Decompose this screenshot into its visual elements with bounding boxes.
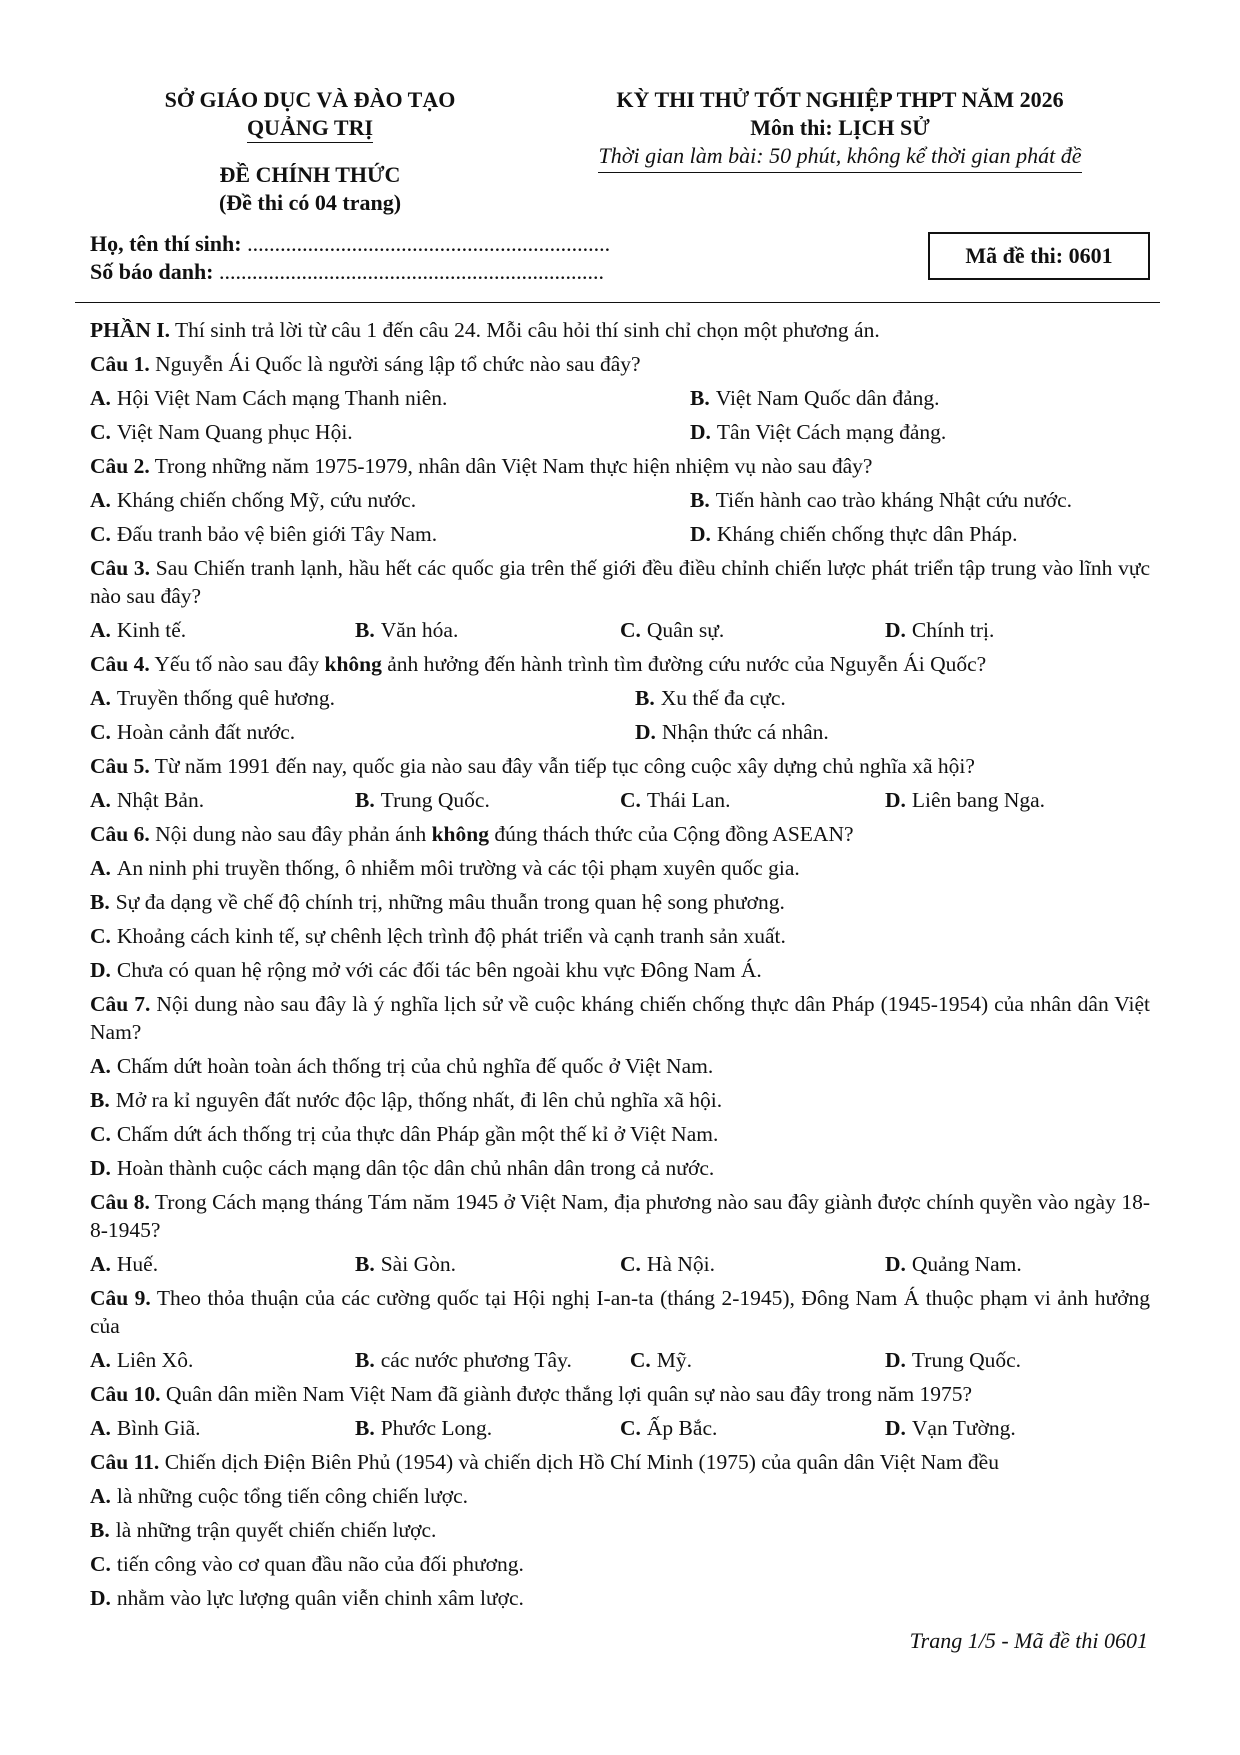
- option-d: D. Liên bang Nga.: [885, 788, 1046, 812]
- option-b: B. các nước phương Tây.: [355, 1348, 572, 1372]
- option-d: D. Chính trị.: [885, 618, 995, 642]
- option-row: [90, 415, 1150, 449]
- option-c: C. Việt Nam Quang phục Hội.: [90, 420, 353, 444]
- page-footer: Trang 1/5 - Mã đề thi 0601: [909, 1628, 1148, 1653]
- option-b: B. Văn hóa.: [355, 618, 459, 642]
- department-name: SỞ GIÁO DỤC VÀ ĐÀO TẠO: [164, 87, 456, 112]
- option-row: [90, 613, 1150, 647]
- option-d: D. Nhận thức cá nhân.: [635, 720, 829, 744]
- question-text: ảnh hưởng đến hành trình tìm đường cứu nước của Nguyễn Ái Quốc?: [387, 652, 987, 676]
- option-row: [90, 1343, 1150, 1377]
- option-d: D. Kháng chiến chống thực dân Pháp.: [690, 522, 1018, 546]
- exam-title-block: [560, 86, 1120, 173]
- question-number: Câu 7.: [90, 992, 151, 1016]
- option-c: C. Quân sự.: [620, 618, 725, 642]
- question: [90, 990, 1150, 1046]
- option-b: B. Tiến hành cao trào kháng Nhật cứu nước.: [690, 488, 1073, 512]
- question-number: Câu 11.: [90, 1450, 160, 1474]
- question-text: Nội dung nào sau đây phản ánh: [155, 822, 427, 846]
- option-a: A. Liên Xô.: [90, 1348, 194, 1372]
- option-c: C. Hoàn cảnh đất nước.: [90, 720, 296, 744]
- question-number: Câu 6.: [90, 822, 150, 846]
- emphasis: không: [324, 652, 382, 676]
- id-label: Số báo danh:: [90, 259, 214, 284]
- option-a: A. Hội Việt Nam Cách mạng Thanh niên.: [90, 386, 448, 410]
- question-number: Câu 2.: [90, 454, 150, 478]
- option-c: C. Khoảng cách kinh tế, sự chênh lệch trình độ phát triển và cạnh tranh sản xuất.: [90, 924, 786, 948]
- option-b: B. Sài Gòn.: [355, 1252, 456, 1276]
- name-field: ..................................................................: [247, 231, 611, 256]
- question: [90, 817, 1150, 851]
- option-d: D. Quảng Nam.: [885, 1252, 1022, 1276]
- option-row: [90, 715, 1150, 749]
- question: [90, 1284, 1150, 1340]
- option-d: D. Tân Việt Cách mạng đảng.: [690, 420, 947, 444]
- option-c: C. Mỹ.: [629, 1348, 692, 1372]
- name-label: Họ, tên thí sinh:: [90, 231, 242, 256]
- option-b: B. Phước Long.: [355, 1416, 493, 1440]
- question-text: Nội dung nào sau đây là ý nghĩa lịch sử về cuộc kháng chiến chống thực dân Pháp (1945-1954) của nhân dân Việt Nam?: [90, 992, 1151, 1044]
- option-a: A. Bình Giã.: [90, 1416, 201, 1440]
- question-number: Câu 10.: [90, 1382, 161, 1406]
- id-field: ......................................................................: [219, 259, 605, 284]
- option-a: A. Kháng chiến chống Mỹ, cứu nước.: [90, 488, 417, 512]
- question-text: Từ năm 1991 đến nay, quốc gia nào sau đây vẫn tiếp tục công cuộc xây dựng chủ nghĩa xã hội?: [154, 754, 975, 778]
- question: [90, 1188, 1150, 1244]
- option-a: A. Huế.: [90, 1252, 159, 1276]
- option-a: A. An ninh phi truyền thống, ô nhiễm môi trường và các tội phạm xuyên quốc gia.: [90, 856, 800, 880]
- option-a: A. Nhật Bản.: [90, 788, 205, 812]
- exam-code-box: Mã đề thi: 0601: [928, 232, 1150, 280]
- candidate-info: [90, 230, 610, 286]
- question-text: Chiến dịch Điện Biên Phủ (1954) và chiến dịch Hồ Chí Minh (1975) của quân dân Việt Nam đều: [164, 1450, 999, 1474]
- option-a: A. là những cuộc tổng tiến công chiến lược.: [90, 1484, 469, 1508]
- option-c: C. Chấm dứt ách thống trị của thực dân Pháp gần một thế kỉ ở Việt Nam.: [90, 1122, 719, 1146]
- question-text: Quân dân miền Nam Việt Nam đã giành được thắng lợi quân sự nào sau đây trong năm 1975?: [165, 1382, 973, 1406]
- issuer-block: [80, 86, 540, 217]
- option-d: D. nhằm vào lực lượng quân viễn chinh xâm lược.: [90, 1586, 524, 1610]
- question-text: Trong những năm 1975-1979, nhân dân Việt Nam thực hiện nhiệm vụ nào sau đây?: [154, 454, 873, 478]
- time-note: Thời gian làm bài: 50 phút, không kể thời gian phát đề: [598, 142, 1081, 173]
- option-b: B. Việt Nam Quốc dân đảng.: [690, 386, 940, 410]
- option-c: C. Hà Nội.: [620, 1252, 715, 1276]
- option-row: [90, 483, 1150, 517]
- question-text: Theo thỏa thuận của các cường quốc tại Hội nghị I-an-ta (tháng 2-1945), Đông Nam Á thuộc phạm vi ảnh hưởng của: [90, 1286, 1150, 1338]
- pages-note: (Đề thi có 04 trang): [218, 190, 402, 215]
- option-d: D. Trung Quốc.: [885, 1348, 1022, 1372]
- emphasis: không: [431, 822, 489, 846]
- option-c: C. Thái Lan.: [620, 788, 731, 812]
- option-row: [90, 1247, 1150, 1281]
- question: [90, 1445, 1150, 1479]
- official-label: ĐỀ CHÍNH THỨC: [219, 162, 401, 187]
- question-number: Câu 3.: [90, 556, 151, 580]
- option-b: B. Sự đa dạng về chế độ chính trị, những mâu thuẫn trong quan hệ song phương.: [90, 890, 785, 914]
- question-text: Nguyễn Ái Quốc là người sáng lập tổ chức nào sau đây?: [155, 352, 641, 376]
- option-row: [90, 783, 1150, 817]
- question-text: đúng thách thức của Cộng đồng ASEAN?: [494, 822, 854, 846]
- option-row: [90, 1411, 1150, 1445]
- option-b: B. Xu thế đa cực.: [635, 686, 786, 710]
- question-text: Yếu tố nào sau đây: [154, 652, 320, 676]
- question: [90, 554, 1150, 610]
- question: [90, 749, 1150, 783]
- option-c: C. tiến công vào cơ quan đầu não của đối phương.: [90, 1552, 524, 1576]
- option-c: C. Ấp Bắc.: [620, 1416, 718, 1440]
- question: [90, 1377, 1150, 1411]
- option-row: [90, 681, 1150, 715]
- option-b: B. Trung Quốc.: [355, 788, 490, 812]
- question-number: Câu 1.: [90, 352, 150, 376]
- option-d: D. Vạn Tường.: [885, 1416, 1016, 1440]
- province-name: QUẢNG TRỊ: [247, 114, 373, 143]
- option-row: [90, 381, 1150, 415]
- option-a: A. Kinh tế.: [90, 618, 187, 642]
- option-row: [90, 517, 1150, 551]
- question: [90, 647, 1150, 681]
- option-a: A. Chấm dứt hoàn toàn ách thống trị của chủ nghĩa đế quốc ở Việt Nam.: [90, 1054, 714, 1078]
- option-c: C. Đấu tranh bảo vệ biên giới Tây Nam.: [90, 522, 438, 546]
- question-number: Câu 9.: [90, 1286, 151, 1310]
- option-d: D. Chưa có quan hệ rộng mở với các đối tác bên ngoài khu vực Đông Nam Á.: [90, 958, 762, 982]
- exam-body: [90, 313, 1150, 1615]
- option-d: D. Hoàn thành cuộc cách mạng dân tộc dân chủ nhân dân trong cả nước.: [90, 1156, 715, 1180]
- question: [90, 347, 1150, 381]
- question-text: Trong Cách mạng tháng Tám năm 1945 ở Việt Nam, địa phương nào sau đây giành được chính quyền vào ngày 18-8-1945?: [90, 1190, 1150, 1242]
- question-number: Câu 8.: [90, 1190, 150, 1214]
- section-title: PHẦN I.: [90, 318, 171, 342]
- option-b: B. Mở ra kỉ nguyên đất nước độc lập, thống nhất, đi lên chủ nghĩa xã hội.: [90, 1088, 723, 1112]
- option-a: A. Truyền thống quê hương.: [90, 686, 336, 710]
- section-instruction: [90, 313, 1150, 347]
- question-text: Sau Chiến tranh lạnh, hầu hết các quốc gia trên thế giới đều điều chỉnh chiến lược phát triển tập trung vào lĩnh vực nào sau đây?: [90, 556, 1151, 608]
- header-divider: [75, 302, 1160, 303]
- question-number: Câu 5.: [90, 754, 150, 778]
- subject-line: Môn thi: LỊCH SỬ: [750, 115, 930, 140]
- option-b: B. là những trận quyết chiến chiến lược.: [90, 1518, 437, 1542]
- exam-title: KỲ THI THỬ TỐT NGHIỆP THPT NĂM 2026: [616, 87, 1064, 112]
- question-number: Câu 4.: [90, 652, 150, 676]
- question: [90, 449, 1150, 483]
- section-text: Thí sinh trả lời từ câu 1 đến câu 24. Mỗi câu hỏi thí sinh chỉ chọn một phương án.: [175, 318, 880, 342]
